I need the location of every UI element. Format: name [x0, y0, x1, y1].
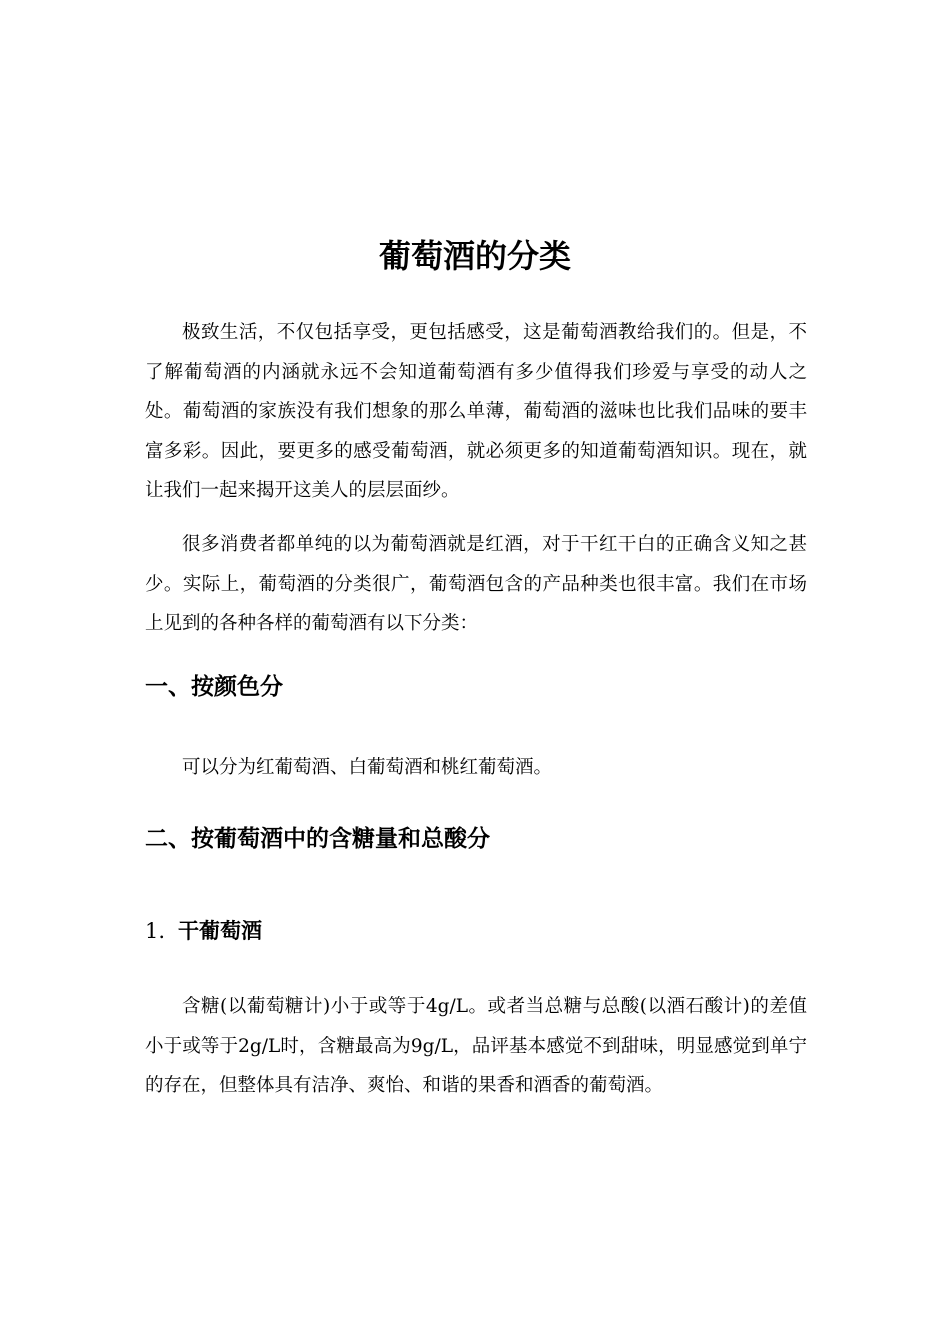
document-title: 葡萄酒的分类	[378, 237, 571, 275]
section-heading-sugar-acid: 二、按葡萄酒中的含糖量和总酸分	[145, 826, 490, 852]
intro-paragraph-2: 很多消费者都单纯的以为葡萄酒就是红酒，对于干红干白的正确含义知之甚少。实际上，葡萄酒的分类很广，葡萄酒包含的产品种类也很丰富。我们在市场上见到的各种各样的葡萄酒有以下分类：	[145, 534, 807, 634]
subsection-number: 1.	[145, 919, 166, 943]
subsection-dry-wine-text: 含糖(以葡萄糖计)小于或等于4g/L。或者当总糖与总酸(以酒石酸计)的差值小于或等于2g/L时，含糖最高为9g/L，品评基本感觉不到甜味，明显感觉到单宁的存在，但整体具有洁净、爽怡、和谐的果香和酒香的葡萄酒。	[145, 996, 807, 1096]
intro-paragraph-1: 极致生活，不仅包括享受，更包括感受，这是葡萄酒教给我们的。但是，不了解葡萄酒的内涵就永远不会知道葡萄酒有多少值得我们珍爱与享受的动人之处。葡萄酒的家族没有我们想象的那么单薄，葡萄酒的滋味也比我们品味的要丰富多彩。因此，要更多的感受葡萄酒，就必须更多的知道葡萄酒知识。现在，就让我们一起来揭开这美人的层层面纱。	[145, 322, 807, 501]
section-heading-color: 一、按颜色分	[145, 674, 283, 700]
section-color-text: 可以分为红葡萄酒、白葡萄酒和桃红葡萄酒。	[182, 757, 553, 778]
subsection-title: 干葡萄酒	[178, 919, 262, 943]
subsection-heading-dry-wine	[145, 914, 262, 948]
